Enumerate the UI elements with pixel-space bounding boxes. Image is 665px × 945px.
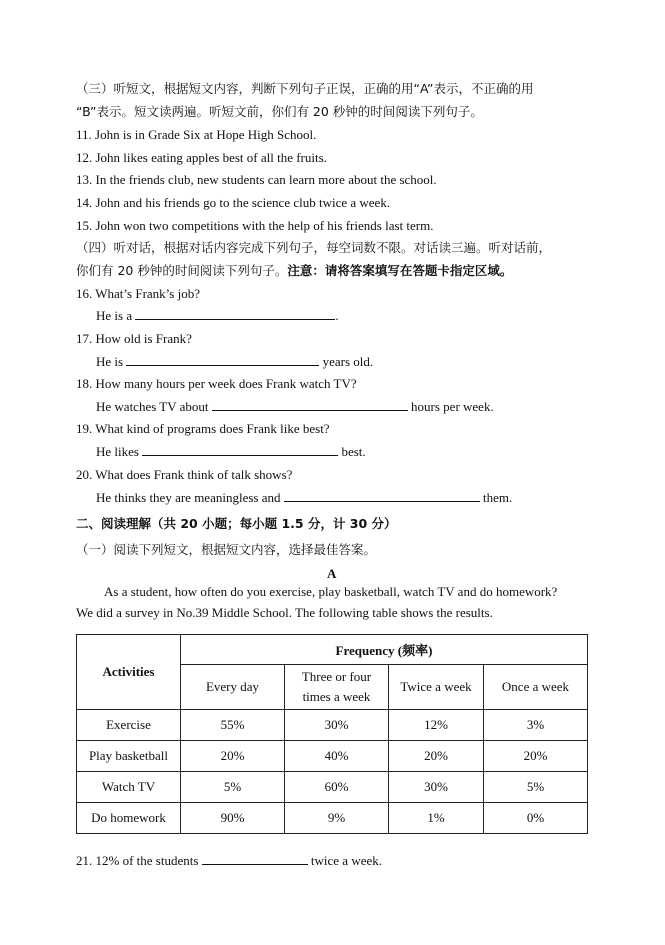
question-19: 19. What kind of programs does Frank like best?: [76, 421, 330, 436]
value-cell: 0%: [484, 803, 588, 834]
section4-instruction-normal: 你们有 20 秒钟的时间阅读下列句子。: [76, 263, 288, 278]
answer-suffix: years old.: [322, 354, 374, 369]
frequency-table: [76, 634, 588, 834]
value-cell: 40%: [285, 741, 389, 772]
answer-blank-18[interactable]: [212, 398, 408, 411]
answer-suffix: best.: [341, 444, 366, 459]
answer-prefix: He is: [96, 354, 124, 369]
answer-line-16: [96, 307, 339, 325]
question-17: 17. How old is Frank?: [76, 331, 192, 346]
value-cell: 60%: [285, 772, 389, 803]
value-cell: 30%: [389, 772, 484, 803]
passage-line2: We did a survey in No.39 Middle School. The following table shows the results.: [76, 605, 493, 620]
value-cell: 20%: [389, 741, 484, 772]
passage-letter: A: [327, 566, 337, 581]
activities-header: Activities: [77, 635, 181, 710]
value-cell: 90%: [181, 803, 285, 834]
value-cell: 1%: [389, 803, 484, 834]
answer-prefix: He likes: [96, 444, 139, 459]
section4-instruction-line2: [76, 262, 512, 280]
table-row: [77, 803, 588, 834]
answer-blank-16[interactable]: [135, 307, 335, 320]
value-cell: 5%: [484, 772, 588, 803]
value-cell: 12%: [389, 710, 484, 741]
column-header: Once a week: [484, 665, 588, 710]
activity-cell: Do homework: [77, 803, 181, 834]
statement-15: 15. John won two competitions with the help of his friends last term.: [76, 218, 434, 233]
answer-prefix: He is a: [96, 308, 133, 323]
value-cell: 55%: [181, 710, 285, 741]
section4-instruction-note: 注意：请将答案填写在答题卡指定区域。: [287, 263, 513, 278]
passage-line1: As a student, how often do you exercise, play basketball, watch TV and do homework?: [104, 584, 558, 599]
table-row: [77, 710, 588, 741]
statement-12: 12. John likes eating apples best of all the fruits.: [76, 150, 327, 165]
value-cell: 9%: [285, 803, 389, 834]
answer-blank-20[interactable]: [284, 489, 480, 502]
part2-subheading: （一）阅读下列短文，根据短文内容，选择最佳答案。: [76, 542, 377, 557]
activity-cell: Watch TV: [77, 772, 181, 803]
question-18: 18. How many hours per week does Frank watch TV?: [76, 376, 357, 391]
question-21-suffix: twice a week.: [310, 853, 383, 868]
value-cell: 20%: [181, 741, 285, 772]
question-16: 16. What’s Frank’s job?: [76, 286, 200, 301]
part2-heading: 二、阅读理解（共 20 小题；每小题 1.5 分，计 30 分）: [76, 516, 397, 531]
answer-line-19: [96, 443, 366, 461]
value-cell: 30%: [285, 710, 389, 741]
question-21: [76, 852, 382, 870]
answer-line-17: [96, 353, 373, 371]
value-cell: 5%: [181, 772, 285, 803]
table-row: [77, 741, 588, 772]
answer-suffix: hours per week.: [411, 399, 494, 414]
value-cell: 20%: [484, 741, 588, 772]
answer-blank-17[interactable]: [126, 353, 319, 366]
answer-line-18: [96, 398, 494, 416]
activity-cell: Play basketball: [77, 741, 181, 772]
question-21-prefix: 21. 12% of the students: [76, 853, 199, 868]
answer-prefix: He thinks they are meaningless and: [96, 490, 281, 505]
answer-suffix: .: [335, 308, 339, 323]
activity-cell: Exercise: [77, 710, 181, 741]
section4-instruction-line1: （四）听对话，根据对话内容完成下列句子，每空词数不限。对话读三遍。听对话前，: [76, 240, 552, 255]
answer-blank-19[interactable]: [142, 443, 338, 456]
question-20: 20. What does Frank think of talk shows?: [76, 467, 293, 482]
column-header: Every day: [181, 665, 285, 710]
value-cell: 3%: [484, 710, 588, 741]
answer-blank-21[interactable]: [202, 852, 308, 865]
column-header: Twice a week: [389, 665, 484, 710]
section3-instruction-line2: “B”表示。短文读两遍。听短文前，你们有 20 秒钟的时间阅读下列句子。: [76, 104, 483, 119]
statement-13: 13. In the friends club, new students can learn more about the school.: [76, 172, 437, 187]
column-header: Three or four times a week: [285, 665, 389, 710]
answer-line-20: [96, 489, 512, 507]
answer-prefix: He watches TV about: [96, 399, 209, 414]
section3-instruction-line1: （三）听短文，根据短文内容，判断下列句子正误，正确的用“A”表示，不正确的用: [76, 81, 534, 96]
statement-11: 11. John is in Grade Six at Hope High School.: [76, 127, 317, 142]
answer-suffix: them.: [482, 490, 513, 505]
frequency-header: Frequency (频率): [181, 635, 588, 665]
table-row: [77, 772, 588, 803]
statement-14: 14. John and his friends go to the science club twice a week.: [76, 195, 391, 210]
